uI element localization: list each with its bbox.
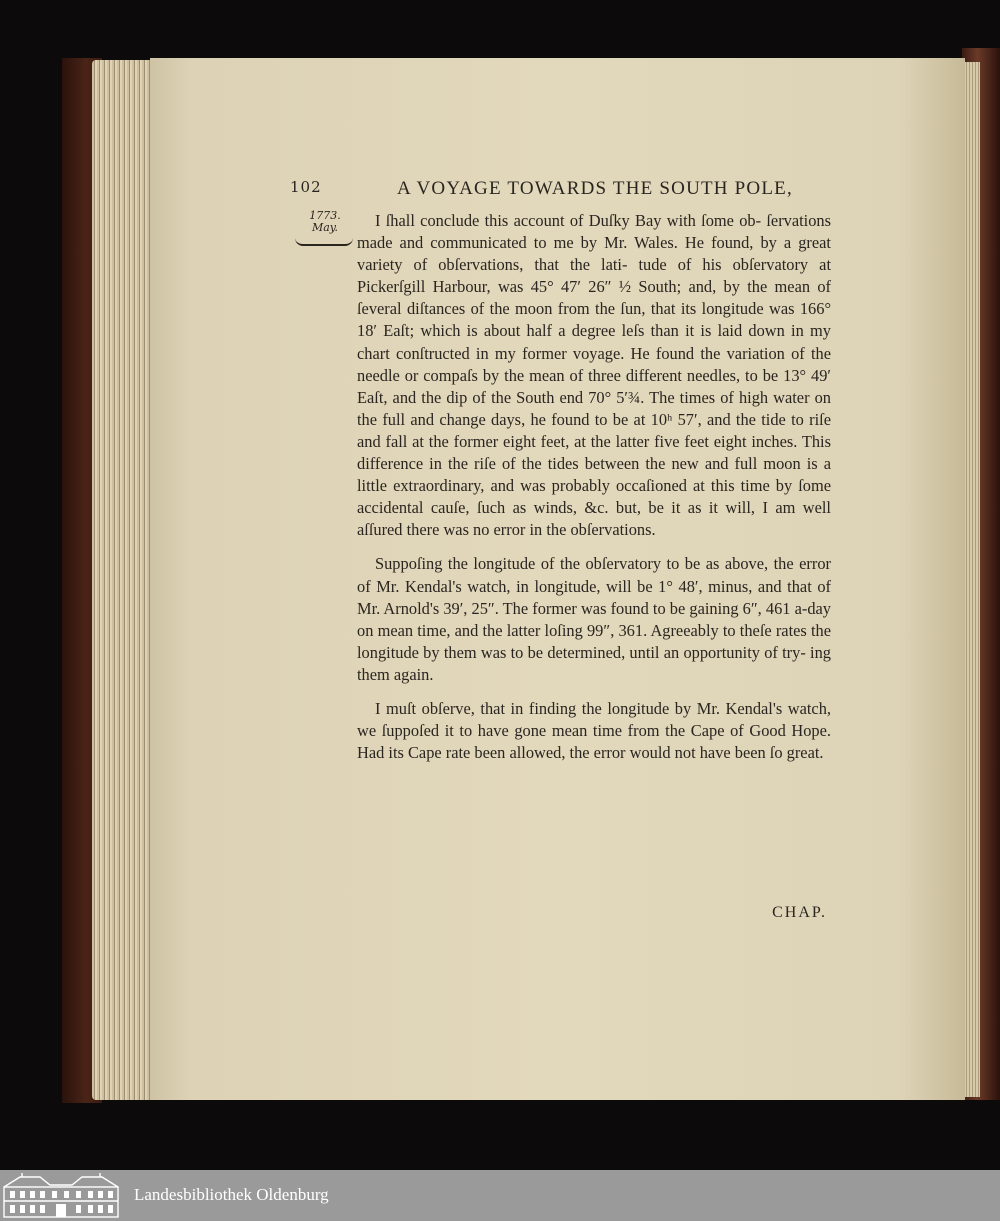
paragraph: I ſhall conclude this account of Duſky Bay with ſome ob- ſervations made and communicated to me by Mr. Wales. He found, by a great variety of obſervations, that the lati- tude of his obſervatory at Pickerſgill Harbour, was 45° 47′ 26″ ½ South; and, by the mean of ſeveral diſtances of the moon from the ſun, that its longitude was 166° 18′ Eaſt; which is about half a degree leſs than it is laid down in my chart conſtructed in my former voyage. He found the variation of the needle or compaſs by the mean of three different needles, to be 13° 49′ Eaſt, and the dip of the South end 70° 5′¾. The times of high water on the full and change days, he found to be at 10ʰ 57′, and the tide to riſe and fall at the former eight feet, at the latter five feet eight inches. This difference in the riſe of the tides between the new and full moon is a little extraordinary, and was probably occaſioned at this time by ſome accidental cauſe, ſuch as winds, &c. but, be it as it will, I am well aſſured there was no error in the obſervations. [357,211,831,540]
margin-date-note [295,210,355,246]
library-name: Landesbibliothek Oldenburg [134,1185,329,1204]
margin-year: 1773. [309,209,341,222]
brace-mark [295,236,353,246]
paragraph: Suppoſing the longitude of the obſervatory to be as above, the error of Mr. Kendal's watch, in longitude, will be 1° 48′, minus, and that of Mr. Arnold's 39′, 25″. The former was found to be gaining 6″, 461 a-day on mean time, and the latter loſing 99″, 361. Agreeably to theſe rates the longitude by them was to be determined, until an opportunity of try- ing them again. [357,554,831,684]
paragraph: I muſt obſerve, that in finding the longitude by Mr. Kendal's watch, we ſuppoſed it to have gone mean time from the Cape of Good Hope. Had its Cape rate been allowed, the error would not have been ſo great. [357,698,831,763]
page-number: 102 [290,178,322,196]
footer-bar [0,1170,1000,1221]
library-building-icon [0,1173,122,1219]
book-page [150,58,965,1100]
catchword: CHAP. [772,904,827,921]
running-head: A VOYAGE TOWARDS THE SOUTH POLE, [397,178,793,199]
margin-month: May. [311,221,339,234]
body-text [357,210,831,776]
page-edges [92,60,156,1100]
